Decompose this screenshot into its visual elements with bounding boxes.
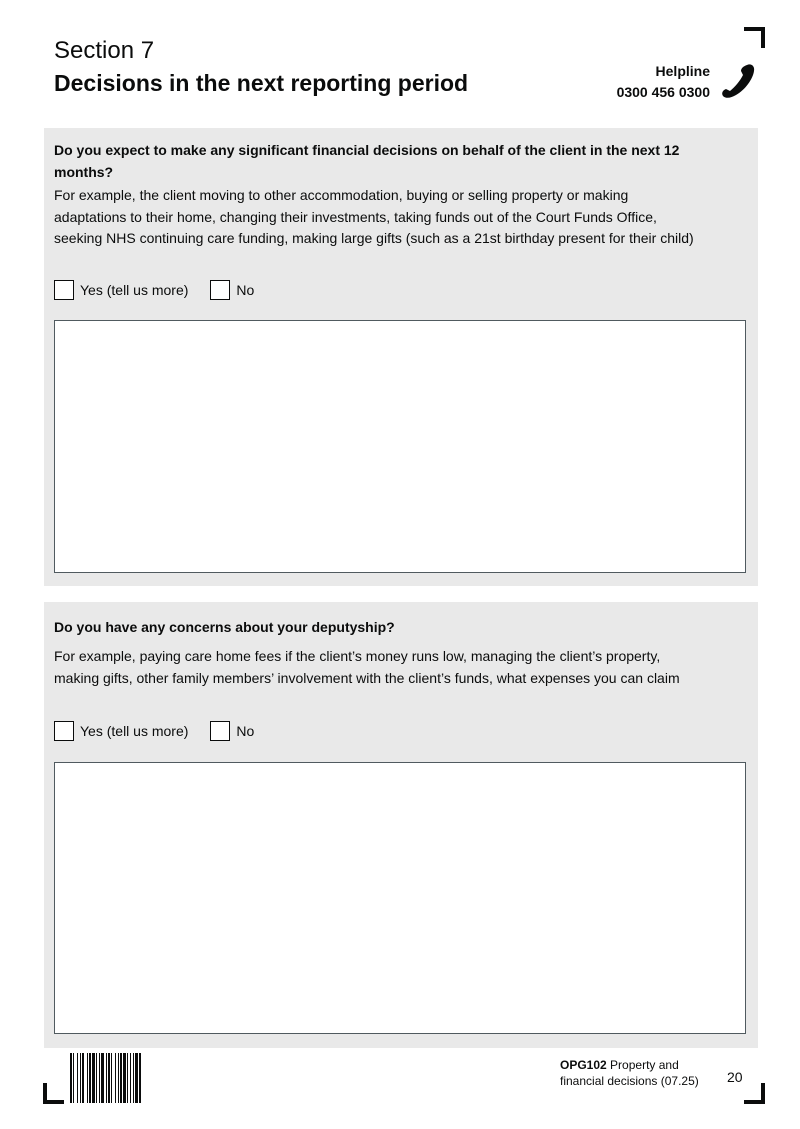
barcode-bar — [127, 1053, 128, 1103]
barcode-bar — [73, 1053, 74, 1103]
barcode-bar — [80, 1053, 81, 1103]
barcode-bar — [139, 1053, 141, 1103]
page-title: Decisions in the next reporting period — [54, 70, 469, 96]
yes-no-options — [54, 280, 254, 300]
crop-mark-top-right — [744, 27, 765, 48]
barcode-bar — [89, 1053, 91, 1103]
barcode-bar — [106, 1053, 107, 1103]
option-yes-label: Yes (tell us more) — [80, 282, 189, 298]
form-reference — [560, 1057, 710, 1089]
barcode-bar — [133, 1053, 134, 1103]
barcode — [70, 1053, 200, 1103]
yes-no-options — [54, 721, 254, 741]
barcode-bar — [123, 1053, 126, 1103]
answer-textarea[interactable] — [54, 320, 746, 573]
barcode-bar — [118, 1053, 119, 1103]
helpline-number: 0300 456 0300 — [616, 84, 710, 100]
checkbox-yes[interactable] — [54, 721, 74, 741]
barcode-bar — [87, 1053, 88, 1103]
option-no-label: No — [236, 723, 255, 739]
option-no[interactable] — [210, 280, 254, 300]
barcode-bar — [96, 1053, 97, 1103]
barcode-bar — [111, 1053, 112, 1103]
option-no-label: No — [236, 282, 255, 298]
barcode-bar — [92, 1053, 95, 1103]
option-yes[interactable] — [54, 280, 188, 300]
barcode-bar — [82, 1053, 84, 1103]
page-number: 20 — [727, 1069, 743, 1085]
question-heading: Do you have any concerns about your deputyship? — [54, 619, 395, 635]
barcode-bar — [101, 1053, 104, 1103]
barcode-bar — [108, 1053, 110, 1103]
checkbox-no[interactable] — [210, 721, 230, 741]
answer-textarea[interactable] — [54, 762, 746, 1034]
crop-mark-bottom-right — [744, 1083, 765, 1104]
question-panel-financial-decisions — [44, 128, 758, 586]
barcode-bar — [70, 1053, 72, 1103]
barcode-bar — [130, 1053, 131, 1103]
helpline-label: Helpline — [655, 63, 710, 79]
barcode-bar — [99, 1053, 100, 1103]
form-version: (07.25) — [660, 1074, 699, 1088]
helpline — [617, 61, 710, 103]
barcode-bar — [77, 1053, 78, 1103]
section-number: Section 7 — [54, 37, 155, 64]
barcode-bar — [115, 1053, 116, 1103]
option-yes-label: Yes (tell us more) — [80, 723, 189, 739]
barcode-bar — [120, 1053, 122, 1103]
checkbox-no[interactable] — [210, 280, 230, 300]
question-help-text: For example, paying care home fees if the client’s money runs low, managing the client’s property, making gifts, other family members’ involvement with the client’s funds, what expenses you can claim — [54, 648, 680, 686]
question-panel-deputyship-concerns — [44, 602, 758, 1048]
option-yes[interactable] — [54, 721, 188, 741]
form-name: Property and financial decisions — [560, 1058, 679, 1088]
form-code: OPG102 — [560, 1058, 607, 1072]
barcode-bar — [135, 1053, 138, 1103]
question-heading: Do you expect to make any significant financial decisions on behalf of the client in the next 12 months? — [54, 142, 680, 180]
phone-icon — [720, 62, 756, 100]
crop-mark-bottom-left — [43, 1083, 64, 1104]
checkbox-yes[interactable] — [54, 280, 74, 300]
option-no[interactable] — [210, 721, 254, 741]
question-help-text: For example, the client moving to other accommodation, buying or selling property or making adaptations to their home, changing their investments, taking funds out of the Court Funds Office, seeking NHS continuing care funding, making large gifts (such as a 21st birthday present for their child) — [54, 187, 694, 246]
